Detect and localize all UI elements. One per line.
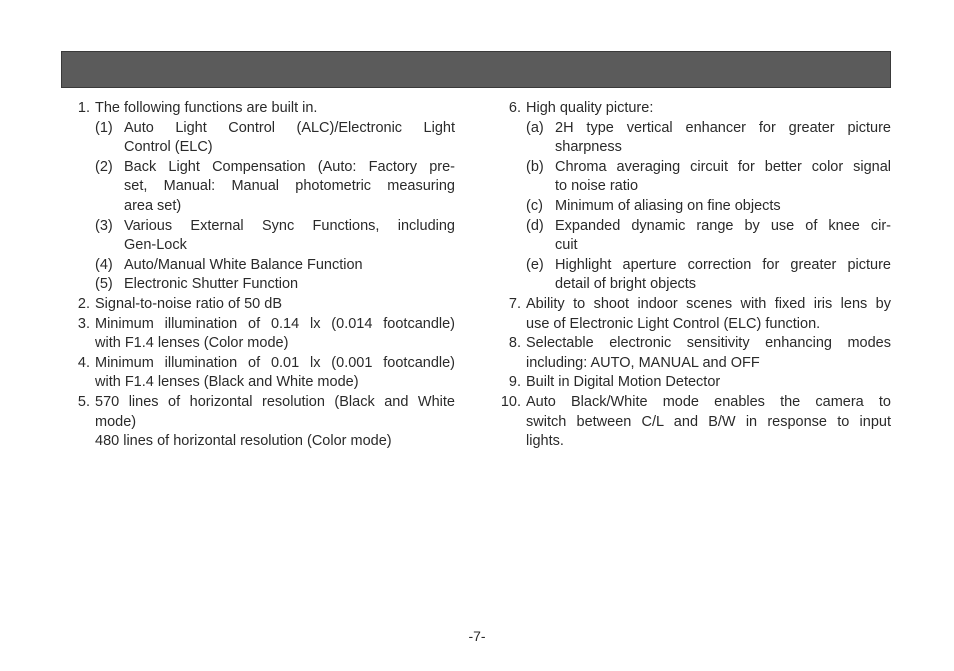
list-item-8 [497,334,891,373]
list-item-10 [497,393,891,452]
sub-item-4 [95,256,455,276]
sub-text [119,256,455,276]
item-number: 2. [77,295,90,312]
sub-item-d [526,217,891,256]
item-number: 6. [508,100,521,116]
sub-line: detail of bright objects [555,276,697,293]
list-item-3 [66,315,455,354]
sub-text [550,256,891,295]
item-text: High quality picture: [526,100,654,116]
sub-line: Highlight aperture correction for greater picture [555,256,891,273]
item-text [90,354,455,393]
item-line: Minimum illumination of 0.01 lx (0.001 footcandle) [95,354,455,371]
sub-text [550,158,891,197]
sub-line: Control (ELC) [124,139,213,156]
item-line: including: AUTO, MANUAL and OFF [526,354,760,371]
item-line: mode) [95,413,137,430]
item-number: 10. [500,393,521,410]
sub-line: Minimum of aliasing on fine objects [555,197,781,214]
item-text [90,393,455,452]
sub-text [119,119,455,158]
item-number: 4. [77,354,90,371]
sub-text [550,119,891,158]
item-line: Ability to shoot indoor scenes with fixed iris lens by [526,295,891,312]
section-header-bar [61,51,891,88]
sub-line: Auto Light Control (ALC)/Electronic Light [124,119,455,136]
right-column [497,99,891,452]
item-line: 480 lines of horizontal resolution (Color mode) [95,433,392,450]
item-line: Signal-to-noise ratio of 50 dB [95,295,282,312]
sub-line: Gen-Lock [124,237,187,254]
sub-label: (b) [526,158,544,175]
sub-label: (e) [526,256,544,273]
item-text: The following functions are built in. [95,100,318,116]
item-text [521,393,891,452]
item-line: Minimum illumination of 0.14 lx (0.014 footcandle) [95,315,455,332]
sub-item-2 [95,158,455,217]
list-item-4 [66,354,455,393]
sub-label: (1) [95,119,113,136]
sub-item-c [526,197,891,217]
item-line: use of Electronic Light Control (ELC) function. [526,315,821,332]
item-text [521,373,891,393]
list-item-6 [497,99,891,119]
item-text [90,295,455,315]
sub-line: sharpness [555,139,622,156]
sub-label: (4) [95,256,113,273]
sub-item-b [526,158,891,197]
sub-item-a [526,119,891,158]
item-number: 9. [508,374,521,391]
sub-label: (d) [526,217,544,234]
sub-item-e [526,256,891,295]
item-line: Built in Digital Motion Detector [526,374,721,391]
item-line: lights. [526,433,564,450]
sub-label: (3) [95,217,113,234]
list-item-7 [497,295,891,334]
sub-text [119,217,455,256]
item-line: 570 lines of horizontal resolution (Black and White [95,393,455,410]
item-text [521,334,891,373]
item-line: with F1.4 lenses (Color mode) [95,335,289,352]
sub-text [550,197,891,217]
item-text [90,315,455,354]
sub-text [550,217,891,256]
item-line: Selectable electronic sensitivity enhancing modes [526,335,891,352]
list-item-5 [66,393,455,452]
sub-line: 2H type vertical enhancer for greater picture [555,119,891,136]
item-number: 7. [508,295,521,312]
item-line: switch between C/L and B/W in response to input [526,413,891,430]
sub-line: to noise ratio [555,178,639,195]
item-number: 8. [508,335,521,352]
sub-line: Various External Sync Functions, including [124,217,455,234]
sub-label: (2) [95,158,113,175]
sub-line: Chroma averaging circuit for better color signal [555,158,891,175]
item-number: 5. [77,393,90,410]
list-item-9 [497,373,891,393]
sub-line: Auto/Manual White Balance Function [124,256,363,273]
sub-label: (a) [526,119,544,136]
item-number: 1. [77,100,90,116]
sub-text [119,275,455,295]
sub-line: area set) [124,197,182,214]
left-column [66,99,455,452]
sub-label: (c) [526,197,543,214]
sub-line: cuit [555,237,578,254]
sub-item-1 [95,119,455,158]
item-line: with F1.4 lenses (Black and White mode) [95,374,359,391]
list-item-2 [66,295,455,315]
sub-item-5 [95,275,455,295]
sub-line: set, Manual: Manual photometric measuring [124,178,455,195]
sub-text [119,158,455,217]
sub-line: Expanded dynamic range by use of knee cir- [555,217,891,234]
page-number: -7- [468,628,486,644]
sub-line: Back Light Compensation (Auto: Factory pre- [124,158,455,175]
sub-item-3 [95,217,455,256]
sub-line: Electronic Shutter Function [124,276,299,293]
item-number: 3. [77,315,90,332]
item-line: Auto Black/White mode enables the camera to [526,393,891,410]
sub-label: (5) [95,276,113,293]
item-text [521,295,891,334]
list-item-1 [66,99,455,119]
